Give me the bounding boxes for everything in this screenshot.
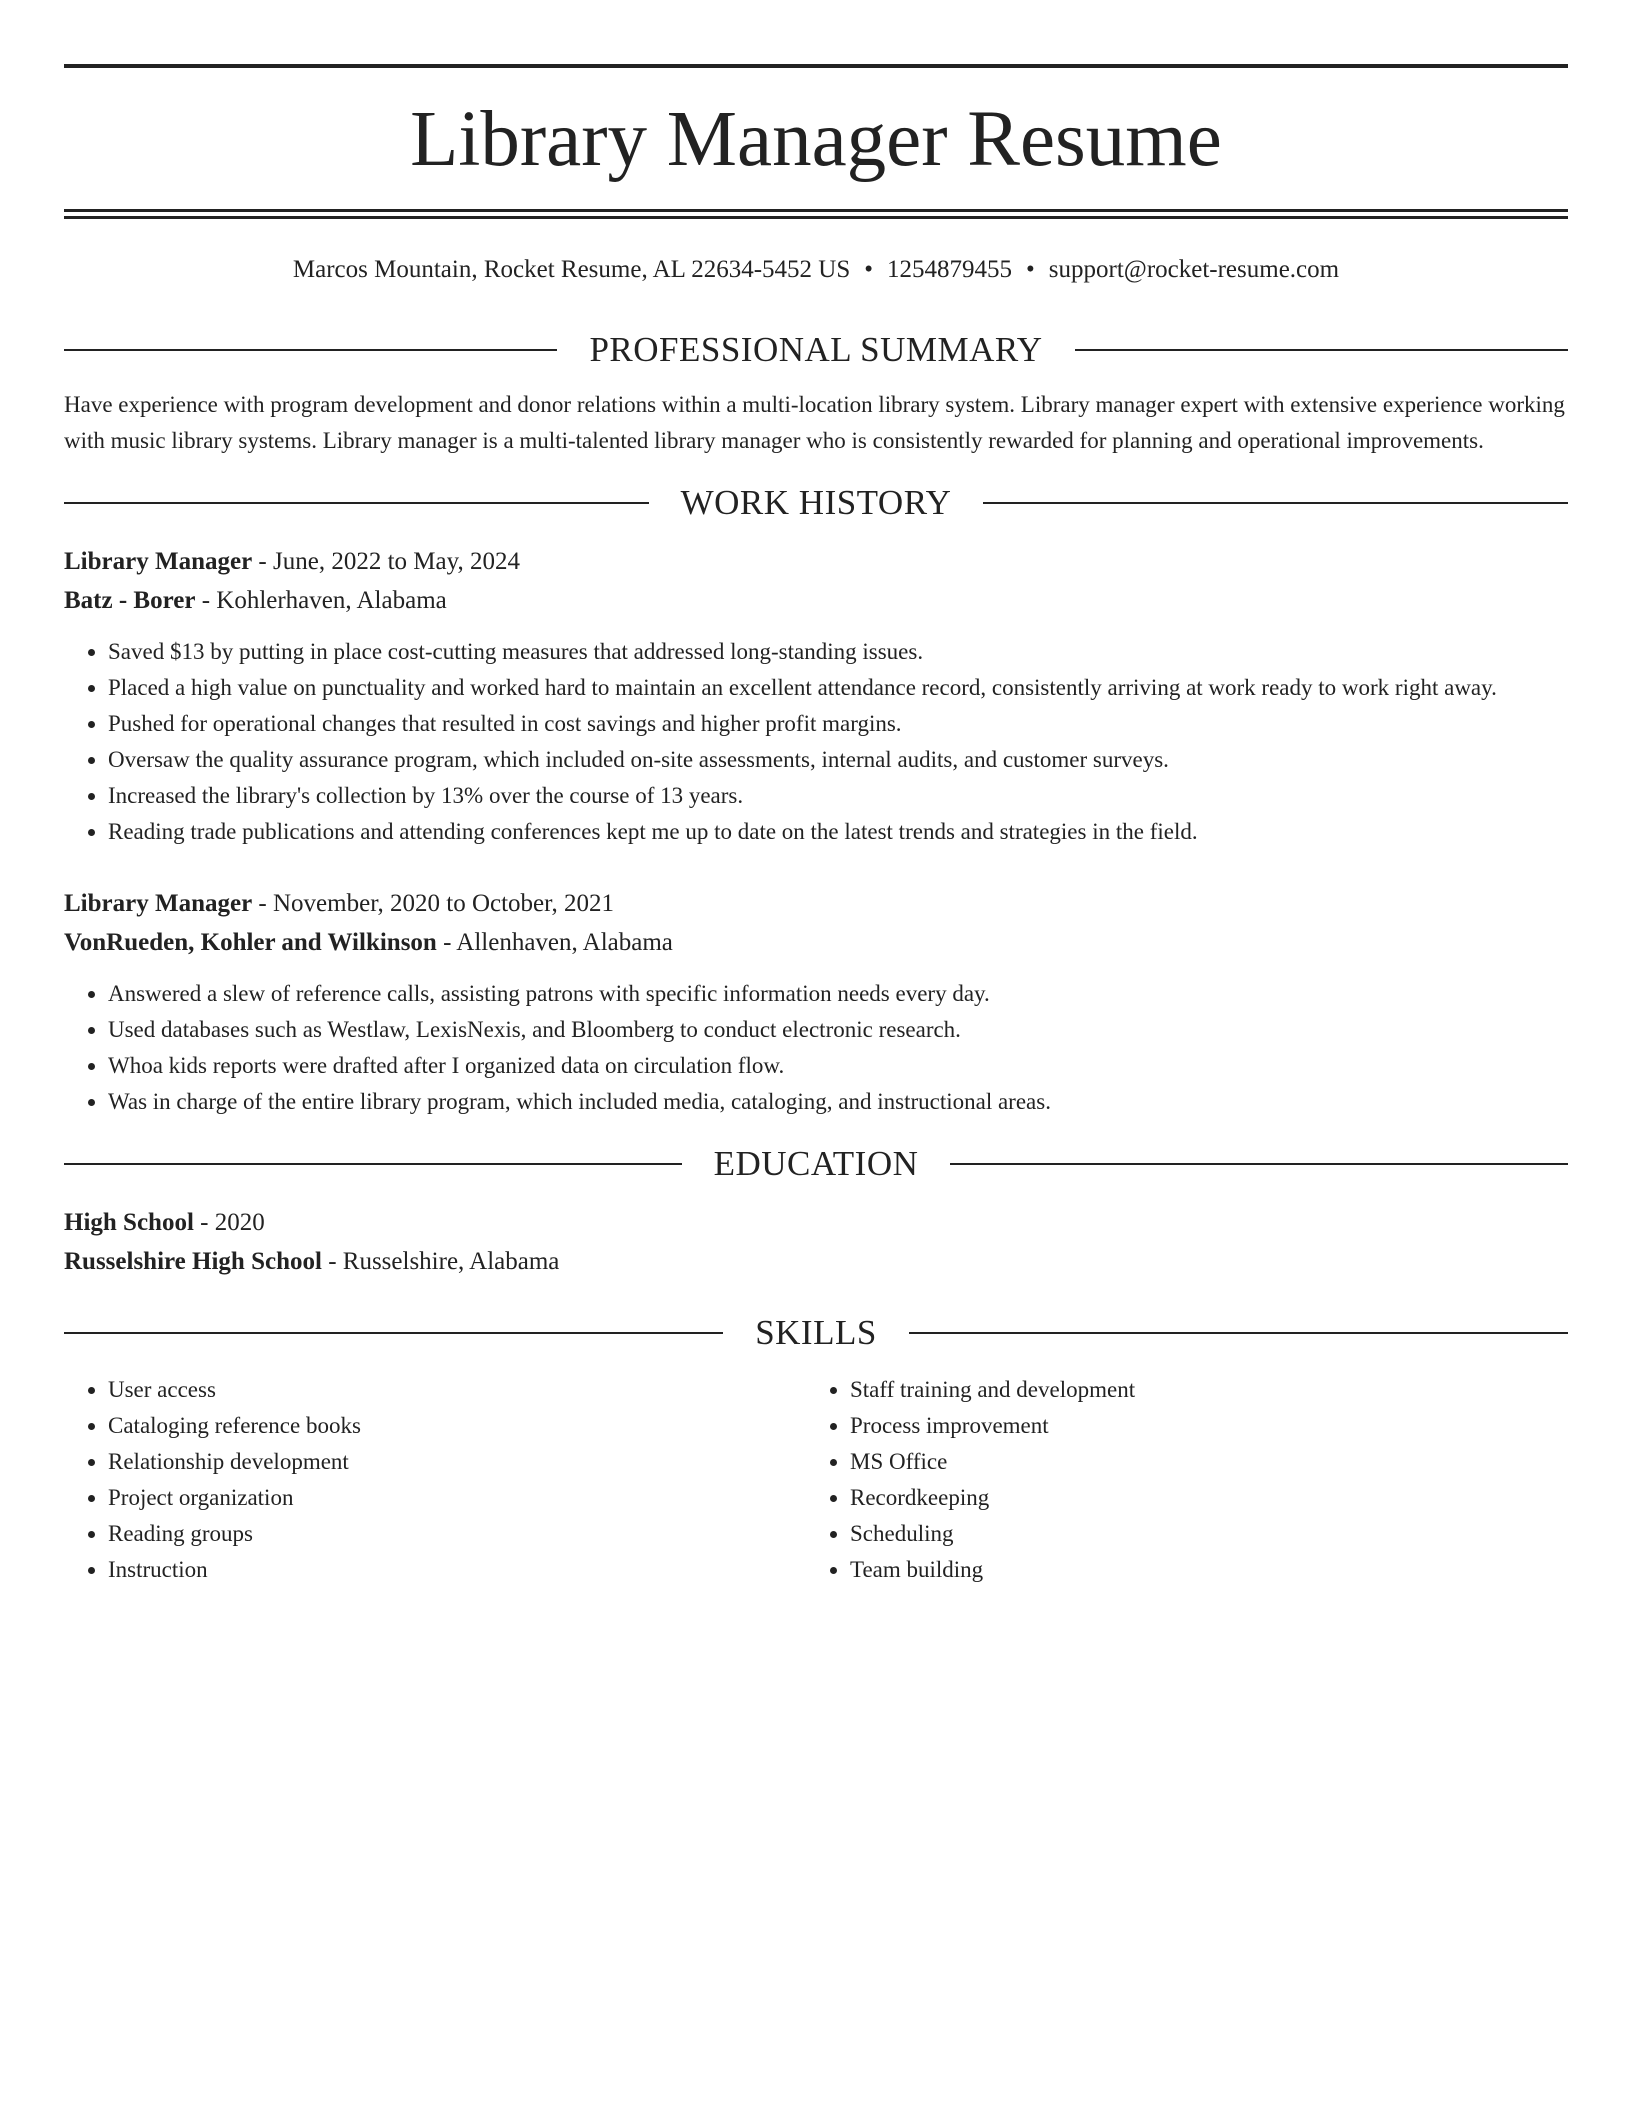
section-header-education [64, 1146, 1568, 1181]
job-duties-list [64, 634, 1568, 850]
skill-item: • Process improvement [850, 1408, 1548, 1444]
skill-item: • User access [108, 1372, 806, 1408]
resume-title: Library Manager Resume [410, 96, 1222, 183]
summary-text: Have experience with program development and donor relations within a multi-location library system. Library manager expert with extensive experience working with music library systems. Library manager is a multi-talented library manager who is consistently rewarded for planning and operational improvements. [64, 392, 1565, 453]
education-degree-line [64, 1203, 1568, 1242]
section-rule-left [64, 349, 557, 351]
contact-separator: • [864, 256, 874, 283]
skill-item: • Project organization [108, 1480, 806, 1516]
section-rule-right [909, 1332, 1568, 1334]
job-duty: • Answered a slew of reference calls, assisting patrons with specific information needs every day. [108, 976, 1568, 1012]
contact-separator: • [1026, 256, 1035, 283]
top-rule [64, 64, 1568, 68]
job-duty: • Saved $13 by putting in place cost-cutting measures that addressed long-standing issues. [108, 634, 1568, 670]
section-title-skills: SKILLS [755, 1313, 877, 1352]
job-duty: • Used databases such as Westlaw, LexisNexis, and Bloomberg to conduct electronic research. [108, 1012, 1568, 1048]
contact-address: Marcos Mountain, Rocket Resume, AL 22634-5452 US [292, 256, 851, 283]
education-year: - 2020 [193, 1209, 265, 1236]
section-rule-right [950, 1163, 1568, 1165]
education-location: - Russelshire, Alabama [321, 1248, 560, 1275]
skill-item: • Relationship development [108, 1444, 806, 1480]
skill-item: • Team building [850, 1552, 1548, 1588]
job-company-line [64, 923, 1568, 962]
job-duties-list [64, 976, 1568, 1120]
job-title-line [64, 542, 1568, 581]
job-entry [64, 542, 1568, 850]
skills-list [806, 1372, 1548, 1588]
section-rule-left [64, 1163, 682, 1165]
skills-column-right [806, 1372, 1548, 1588]
education-school: Russelshire High School [64, 1248, 322, 1275]
section-header-skills [64, 1315, 1568, 1350]
skill-item: • Recordkeeping [850, 1480, 1548, 1516]
job-title: Library Manager [64, 890, 253, 917]
skills-list [64, 1372, 806, 1588]
job-duty: • Oversaw the quality assurance program, which included on-site assessments, internal audits, and customer surveys. [108, 742, 1568, 778]
skills-column-left [64, 1372, 806, 1588]
section-rule-left [64, 502, 649, 504]
job-title-line [64, 884, 1568, 923]
job-company: Batz - Borer [64, 587, 196, 614]
skill-item: • Scheduling [850, 1516, 1548, 1552]
contact-line [64, 257, 1568, 282]
job-duty: • Increased the library's collection by 13% over the course of 13 years. [108, 778, 1568, 814]
job-location: - Allenhaven, Alabama [436, 929, 673, 956]
job-duty: • Whoa kids reports were drafted after I organized data on circulation flow. [108, 1048, 1568, 1084]
education-school-line [64, 1242, 1568, 1281]
section-rule-right [1075, 349, 1568, 351]
job-duty: • Pushed for operational changes that resulted in cost savings and higher profit margins. [108, 706, 1568, 742]
skill-item: • MS Office [850, 1444, 1548, 1480]
job-duty: • Was in charge of the entire library program, which included media, cataloging, and instructional areas. [108, 1084, 1568, 1120]
skill-item: • Cataloging reference books [108, 1408, 806, 1444]
skills-grid [64, 1372, 1568, 1588]
education-degree: High School [64, 1209, 194, 1236]
title-double-rule [64, 209, 1568, 219]
job-dates: - June, 2022 to May, 2024 [252, 548, 520, 575]
section-rule-left [64, 1332, 723, 1334]
contact-phone: 1254879455 [887, 256, 1013, 283]
resume-page [64, 64, 1568, 1588]
job-dates: - November, 2020 to October, 2021 [252, 890, 614, 917]
job-company: VonRueden, Kohler and Wilkinson [64, 929, 437, 956]
section-header-work-history [64, 485, 1568, 520]
section-rule-right [983, 502, 1568, 504]
contact-email: support@rocket-resume.com [1048, 256, 1340, 283]
job-company-line [64, 581, 1568, 620]
job-location: - Kohlerhaven, Alabama [195, 587, 447, 614]
section-title-work-history: WORK HISTORY [680, 483, 952, 522]
job-duty: • Placed a high value on punctuality and worked hard to maintain an excellent attendance record, consistently arriving at work ready to work right away. [108, 670, 1568, 706]
job-duty: • Reading trade publications and attending conferences kept me up to date on the latest trends and strategies in the field. [108, 814, 1568, 850]
section-title-summary: PROFESSIONAL SUMMARY [589, 330, 1043, 369]
skill-item: • Staff training and development [850, 1372, 1548, 1408]
skill-item: • Reading groups [108, 1516, 806, 1552]
education-entry [64, 1203, 1568, 1281]
job-title: Library Manager [64, 548, 253, 575]
job-entry [64, 884, 1568, 1120]
section-header-summary [64, 332, 1568, 367]
skill-item: • Instruction [108, 1552, 806, 1588]
section-title-education: EDUCATION [713, 1144, 919, 1183]
